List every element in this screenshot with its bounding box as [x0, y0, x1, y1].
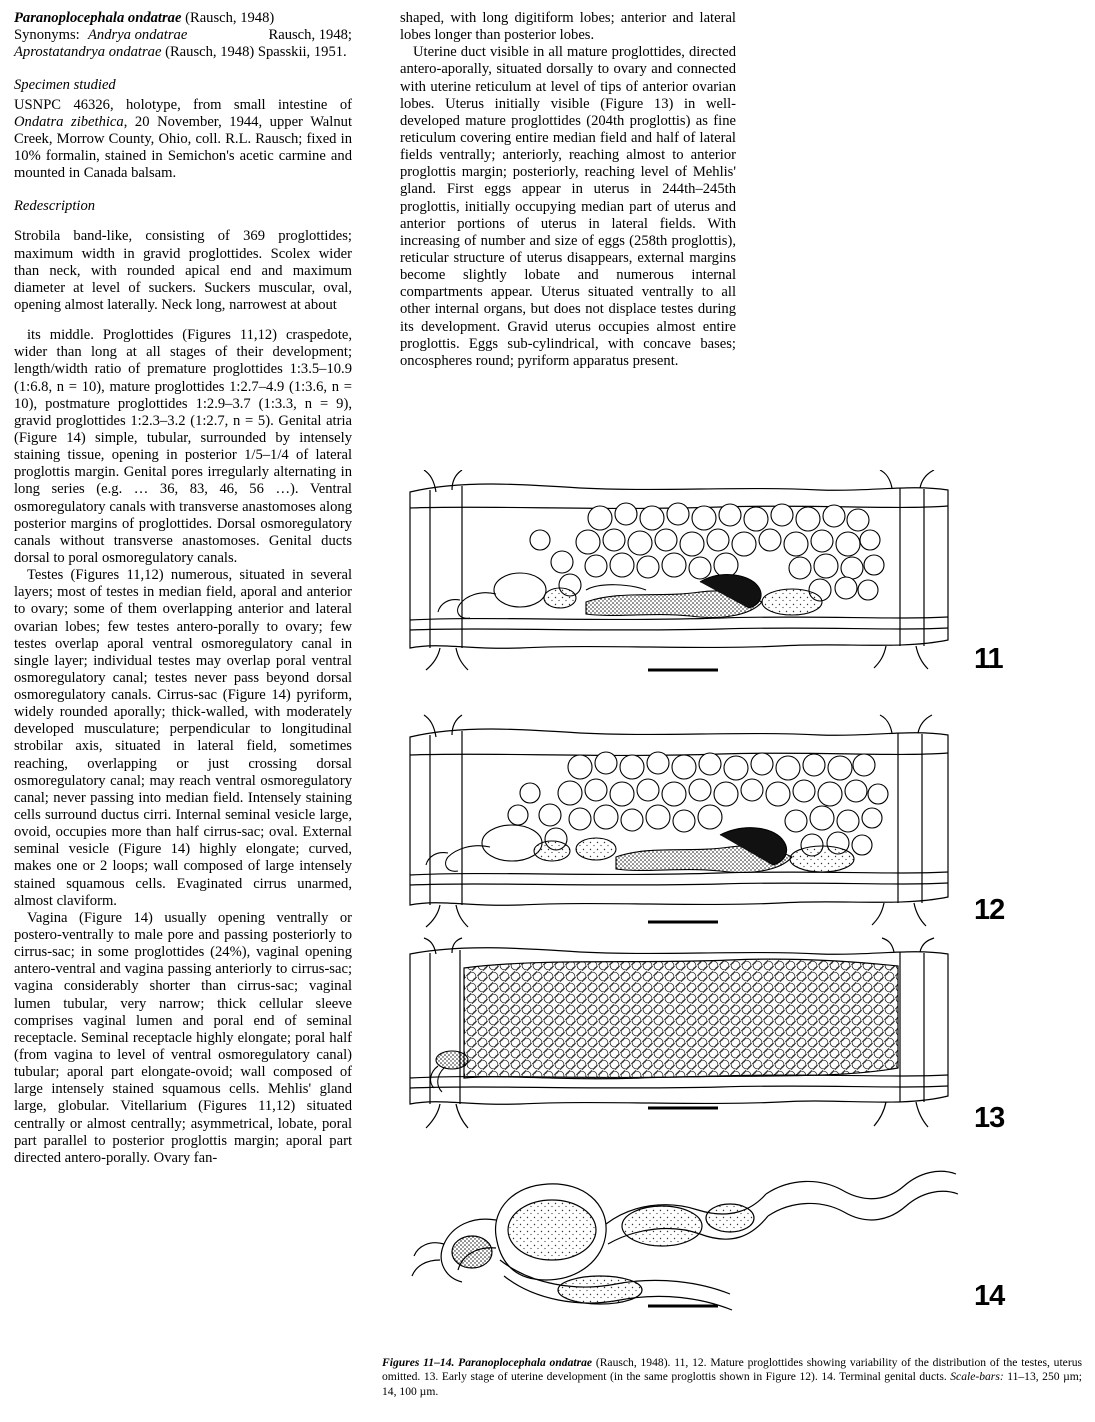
synonym-1-authority: Rausch, 1948;	[268, 27, 352, 44]
figure-plate	[400, 470, 1082, 1350]
body-paragraph: its middle. Proglottides (Figures 11,12) craspedote, wider than long at all stages of their development; length/width ratio of premature proglottides 1:3.5–10.9 (1:6.8, n = 10), mature proglottides 1:2.7–4.9 (1:3.6, n = 10), postmature proglottides 1:2.9–3.7 (1:3.3, n = 9), gravid proglottides 1:2.3–3.2 (1:2.7, n = 5). Genital atria (Figure 14) simple, tubular, surrounded by intensely staining tissue, opening in posterior 1/5–1/4 of lateral proglottis margin. Genital pores irregularly alternating in long series (e.g. … 36, 83, 46, 56 …). Ventral osmoregulatory canals with transverse anastomoses along posterior margins of proglottides. Dorsal osmoregulatory canals without transverse anastomoses. Genital ducts dorsal to poral osmoregulatory canals.	[14, 327, 352, 566]
synonym-entry-1	[88, 27, 352, 44]
figure-number-12: 12	[974, 894, 1005, 926]
figure-number-13: 13	[974, 1102, 1005, 1134]
right-text-column	[400, 10, 736, 370]
host-species-name: Ondatra zibethica	[14, 113, 124, 130]
specimen-studied-heading: Specimen studied	[14, 77, 116, 94]
synonym-entry-2	[14, 44, 352, 61]
synonyms-block	[14, 27, 352, 44]
species-authority: (Rausch, 1948)	[185, 10, 275, 26]
caption-scalebars-values: 11–13, 250 µm; 14, 100 µm.	[382, 1370, 1082, 1398]
figure-13-genital-ducts	[431, 1051, 468, 1092]
figure-12-female-organs	[426, 825, 854, 872]
figure-number-14: 14	[974, 1280, 1005, 1312]
specimen-text-b: , 20 November, 1944, upper Walnut Creek, Morrow County, Ohio, coll. R.L. Rausch; fixed in 10% formalin, stained in Semichon's acetic carmine and mounted in Canada balsam.	[14, 113, 352, 182]
redescription-heading: Redescription	[14, 198, 96, 215]
species-name: Paranoplocephala ondatrae	[14, 10, 182, 26]
caption-scalebars-label: Scale-bars:	[950, 1370, 1004, 1384]
figure-13-uterine-reticulum	[464, 959, 898, 1079]
specimen-studied-text	[14, 97, 352, 183]
body-paragraph: Vagina (Figure 14) usually opening ventrally or postero-ventrally to male pore and passing posteriorly to cirrus-sac; in some proglottides (24%), vaginal opening antero-ventral and vagina passing anteriorly to cirrus-sac; vagina considerably shorter than cirrus-sac; vaginal lumen tubular, very narrow; thick cellular sleeve comprises vaginal lumen and poral end of seminal receptacle. Seminal receptacle highly elongate; poral half (from vagina to level of ventral osmoregulatory canal) tubular; aporal part elongate-ovoid; wall composed of large intensely stained squamous cells. Mehlis' gland large, globular. Vitellarium (Figures 11,12) situated centrally or almost centrally; asymmetrical, lobate, poral part parallel to posterior proglottis margin; aporal part directed antero-porally. Ovary fan-	[14, 909, 352, 1166]
synonym-2-name: Aprostatandrya ondatrae	[14, 44, 162, 61]
left-text-column	[14, 10, 352, 1167]
caption-lead: Figures 11–14. Paranoplocephala ondatrae	[382, 1356, 593, 1369]
figure-caption	[382, 1356, 1082, 1399]
figure-14-drawing	[412, 1171, 958, 1310]
figure-12-testes	[508, 752, 888, 856]
figure-11-female-organs	[438, 573, 822, 618]
synonyms-label: Synonyms:	[14, 27, 80, 44]
synonym-1-name: Andrya ondatrae	[88, 27, 188, 44]
body-paragraph: Uterine duct visible in all mature proglottides, directed antero-aporally, situated dorsally to ovary and connected with uterine reticulum at level of tips of anterior ovarian lobes. Uterus initially visible (Figure 13) in well-developed mature proglottides (204th proglottis) as fine reticulum covering entire median field and half of lateral fields ventrally; anteriorly, reaching almost to anterior proglottis margin; posteriorly, reaching level of Mehlis' gland. First eggs appear in uterus in 244th–245th proglottis, initially occupying median part of uterus and anterior portions of uterus in lateral fields. With increasing of number and size of eggs (258th proglottis), reticular structure of uterus disappears, external margins become slightly lobate and numerous internal compartments appear. Uterus situated ventrally to all other internal organs, but does not displace testes during its development. Gravid uterus occupies almost entire proglottis. Eggs sub-cylindrical, with concave bases; oncospheres round; pyriform apparatus present.	[400, 44, 736, 369]
synonym-2-authority: (Rausch, 1948) Spasskii, 1951.	[165, 44, 347, 61]
species-heading	[14, 10, 352, 27]
synonyms-row-1	[14, 27, 352, 44]
figure-number-11: 11	[974, 643, 1003, 675]
body-paragraph: shaped, with long digitiform lobes; anterior and lateral lobes longer than posterior lobes.	[400, 10, 736, 44]
body-paragraph: Testes (Figures 11,12) numerous, situated in several layers; most of testes in median field, aporal and anterior to ovary; some of them overlapping anterior and lateral ovarian lobes; few testes antero-porally to ovary; few testes overlap aporal ventral osmoregulatory canal in single layer; individual testes may overlap poral ventral osmoregulatory canal; testes never pass beyond dorsal osmoregulatory canals. Cirrus-sac (Figure 14) pyriform, widely rounded aporally; thick-walled, with moderately developed musculature; perpendicular to longitudinal strobilar axis, situated in lateral field, sometimes reaching, overlapping or just crossing dorsal osmoregulatory canal; may reach ventral osmoregulatory canal; never passing into median field. Intensely staining cells surround ductus cirri. Internal seminal vesicle large, ovoid, occupies more than half cirrus-sac; oval. External seminal vesicle (Figure 14) highly elongate; curved, makes one or 2 loops; wall composed of large intensely stained squamous cells. Evaginated cirrus unarmed, almost claviform.	[14, 567, 352, 909]
caption-body: (Rausch, 1948). 11, 12. Mature proglottides showing variability of the distribution of the testes, uterus omitted. 13. Early stage of uterine development (in the same proglottis shown in Figure 12). 14. Terminal genital ducts.	[382, 1356, 1082, 1384]
figure-11-testes	[530, 503, 884, 601]
body-paragraph: Strobila band-like, consisting of 369 proglottides; maximum width in gravid proglottides. Scolex wider than neck, with rounded apical end and maximum diameter at level of suckers. Suckers muscular, oval, opening almost laterally. Neck long, narrowest at about	[14, 228, 352, 313]
specimen-text-a: USNPC 46326, holotype, from small intestine of	[14, 96, 352, 113]
